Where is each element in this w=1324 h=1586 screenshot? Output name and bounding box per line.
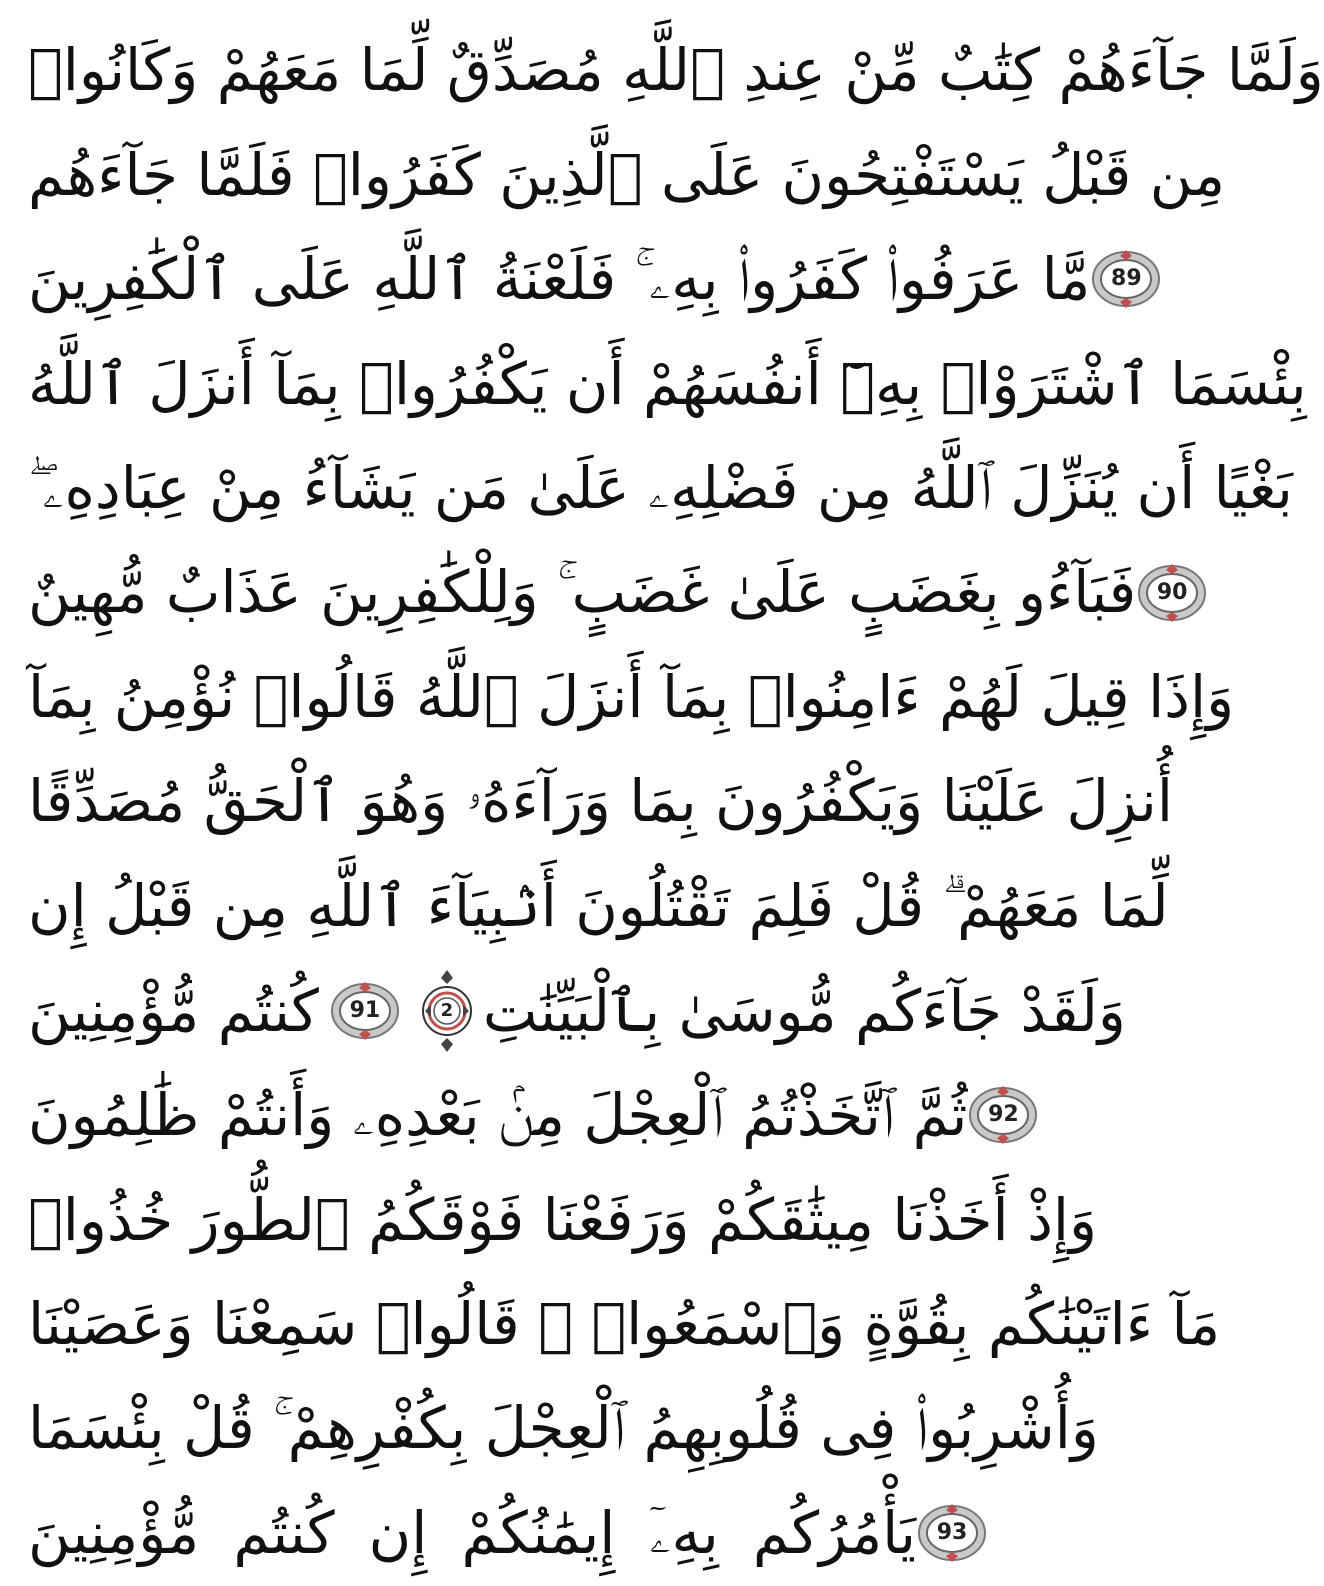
ayah-number-marker <box>1090 248 1162 310</box>
line-text: وَإِذْ أَخَذْنَا مِيثَٰقَكُمْ وَرَفَعْنَا فَوْقَكُمُ ٱلطُّورَ خُذُوا۟ <box>28 1185 1098 1254</box>
line-text: وَلَمَّا جَآءَهُمْ كِتَٰبٌ مِّنْ عِندِ ٱللَّهِ مُصَدِّقٌ لِّمَا مَعَهُمْ وَكَانُوا۟ <box>28 36 1324 105</box>
line-text: مَّا عَرَفُوا۟ كَفَرُوا۟ بِهِۦ ۚ فَلَعْنَةُ ٱللَّهِ عَلَى ٱلْكَٰفِرِينَ <box>28 244 1091 313</box>
text-line-9 <box>28 854 1169 959</box>
ayah-number-marker <box>329 980 401 1042</box>
line-text: لِّمَا مَعَهُمْ ۗ قُلْ فَلِمَ تَقْتُلُونَ أَنۢبِيَآءَ ٱللَّهِ مِن قَبْلُ إِن <box>28 871 1169 940</box>
line-text: ثُمَّ ٱتَّخَذْتُمُ ٱلْعِجْلَ مِنۢ بَعْدِهِۦ وَأَنتُمْ ظَٰلِمُونَ <box>28 1080 968 1149</box>
text-line-12 <box>28 1168 1098 1273</box>
text-line-7 <box>28 645 1235 750</box>
line-text: فَبَآءُو بِغَضَبٍ عَلَىٰ غَضَبٍ ۚ وَلِلْكَٰفِرِينَ عَذَابٌ مُّهِينٌ <box>28 558 1137 627</box>
line-text: مَآ ءَاتَيْنَٰكُم بِقُوَّةٍ وَٱسْمَعُوا۟ ۖ قَالُوا۟ سَمِعْنَا وَعَصَيْنَا <box>28 1290 1221 1359</box>
text-line-8 <box>28 750 1173 855</box>
text-line-14 <box>28 1377 1099 1482</box>
juz-number: 2 <box>440 999 454 1021</box>
line-text: أُنزِلَ عَلَيْنَا وَيَكْفُرُونَ بِمَا وَرَآءَهُۥ وَهُوَ ٱلْحَقُّ مُصَدِّقًا <box>28 767 1173 836</box>
text-line-13 <box>28 1272 1221 1377</box>
ayah-number: 90 <box>1156 579 1188 605</box>
ayah-number: 92 <box>988 1102 1019 1128</box>
split-line <box>28 968 1126 1054</box>
text-line-10 <box>28 959 1126 1064</box>
ayah-number-marker <box>1136 562 1208 624</box>
text-line-2 <box>28 123 1226 228</box>
ayah-number: 91 <box>349 997 381 1023</box>
ayah-number: 93 <box>936 1520 968 1546</box>
text-line-6 <box>28 541 1188 646</box>
text-line-5 <box>28 436 1293 541</box>
line-text-end-of-ayah: كُنتُم مُّؤْمِنِينَ <box>28 976 319 1045</box>
line-text: وَإِذَا قِيلَ لَهُمْ ءَامِنُوا۟ بِمَآ أَنزَلَ ٱللَّهُ قَالُوا۟ نُؤْمِنُ بِمَآ <box>28 663 1235 732</box>
line-text: يَأْمُرُكُم بِهِۦٓ إِيمَٰنُكُمْ إِن كُنتُم مُّؤْمِنِينَ <box>28 1498 916 1567</box>
text-line-4 <box>28 332 1307 437</box>
text-line-1 <box>28 18 1324 123</box>
line-text: مِن قَبْلُ يَسْتَفْتِحُونَ عَلَى ٱلَّذِينَ كَفَرُوا۟ فَلَمَّا جَآءَهُم <box>28 140 1226 209</box>
line-text: وَأُشْرِبُوا۟ فِى قُلُوبِهِمُ ٱلْعِجْلَ بِكُفْرِهِمْ ۚ قُلْ بِئْسَمَا <box>28 1394 1099 1463</box>
ayah-number-marker <box>916 1502 988 1564</box>
ayah-number-marker <box>967 1084 1039 1146</box>
ayah-number: 89 <box>1111 266 1142 292</box>
text-line-11 <box>28 1063 1019 1168</box>
text-line-15 <box>28 1481 996 1586</box>
line-text: بِئْسَمَا ٱشْتَرَوْا۟ بِهِۦٓ أَنفُسَهُمْ أَن يَكْفُرُوا۟ بِمَآ أَنزَلَ ٱللَّهُ <box>28 349 1307 418</box>
text-line-3 <box>28 227 1142 332</box>
line-text-start-of-ayah: وَلَقَدْ جَآءَكُم مُّوسَىٰ بِٱلْبَيِّنَٰتِ <box>482 976 1126 1045</box>
line-text: بَغْيًا أَن يُنَزِّلَ ٱللَّهُ مِن فَضْلِهِۦ عَلَىٰ مَن يَشَآءُ مِنْ عِبَادِهِۦ ۖ <box>28 453 1293 522</box>
hizb-quarter-marker <box>419 968 475 1054</box>
